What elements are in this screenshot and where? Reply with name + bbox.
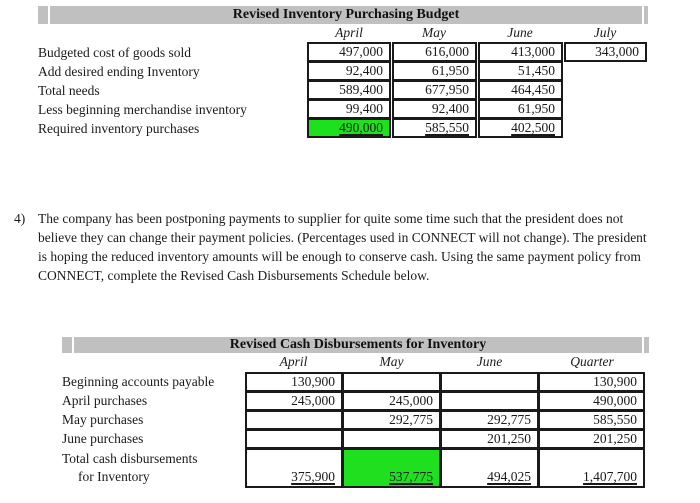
question-text: The company has been postponing payments to supplier for quite some time such that the president does not believe they can change their payment policies. (Percentages used in CONNECT will not change). The president is hoping the reduced inventory amounts will be enough to conserve cash. Using the same payment policy from CONNECT, complete the Revised Cash Disbursements Schedule below. [38, 211, 647, 283]
cell-april-purchases-quarter[interactable]: 490,000 [538, 391, 645, 411]
value-required-purchases-may: 585,550 [425, 120, 469, 135]
row-label-beginning-ap: Beginning accounts payable [62, 374, 215, 389]
cash-disbursements-header-bar [74, 337, 642, 353]
column-header-quarter: Quarter [570, 354, 614, 369]
cell-beginning-inventory-april[interactable]: 99,400 [307, 99, 391, 119]
cell-cogs-may[interactable]: 616,000 [392, 42, 477, 62]
value-required-purchases-april: 490,000 [339, 120, 383, 135]
cell-beginning-ap-april[interactable]: 130,900 [245, 372, 343, 392]
cell-ending-inventory-may[interactable]: 61,950 [392, 61, 477, 81]
cell-ending-inventory-april[interactable]: 92,400 [307, 61, 391, 81]
cell-june-purchases-april[interactable] [245, 429, 343, 449]
row-label-desired-ending-inventory: Add desired ending Inventory [38, 64, 200, 79]
cell-total-needs-june[interactable]: 464,450 [478, 80, 563, 100]
row-label-total-needs: Total needs [38, 83, 100, 98]
row-label-april-purchases: April purchases [62, 393, 148, 408]
cell-cogs-april[interactable]: 497,000 [307, 42, 391, 62]
inventory-budget-header-bar [50, 6, 642, 24]
cell-may-purchases-june[interactable]: 292,775 [440, 410, 539, 430]
cell-cogs-june[interactable]: 413,000 [478, 42, 563, 62]
column-header-june-2: June [476, 354, 503, 369]
row-label-total-disbursements-line2: for Inventory [78, 469, 150, 484]
inventory-budget-title: Revised Inventory Purchasing Budget [232, 7, 460, 22]
cell-beginning-ap-quarter[interactable]: 130,900 [538, 372, 645, 392]
cell-required-purchases-april[interactable] [307, 118, 391, 138]
cell-may-purchases-april[interactable] [245, 410, 343, 430]
row-label-budgeted-cogs: Budgeted cost of goods sold [38, 45, 191, 60]
cell-total-april[interactable] [245, 448, 343, 488]
cell-beginning-ap-may[interactable] [342, 372, 441, 392]
cell-june-purchases-quarter[interactable]: 201,250 [538, 429, 645, 449]
cell-may-purchases-may[interactable]: 292,775 [342, 410, 441, 430]
cell-total-needs-april[interactable]: 589,400 [307, 80, 391, 100]
column-header-may-2: May [379, 354, 404, 369]
value-total-may: 537,775 [389, 469, 433, 484]
cell-beginning-inventory-may[interactable]: 92,400 [392, 99, 477, 119]
header-bar-left-segment [38, 6, 48, 24]
cell-required-purchases-june[interactable] [478, 118, 563, 138]
column-header-april-2: April [279, 354, 308, 369]
cell-required-purchases-may[interactable] [392, 118, 477, 138]
cell-june-purchases-may[interactable] [342, 429, 441, 449]
cell-beginning-ap-june[interactable] [440, 372, 539, 392]
cell-april-purchases-june[interactable] [440, 391, 539, 411]
cell-may-purchases-quarter[interactable]: 585,550 [538, 410, 645, 430]
value-total-june: 494,025 [487, 469, 531, 484]
cash-disbursements-title: Revised Cash Disbursements for Inventory [229, 337, 487, 352]
row-label-june-purchases: June purchases [62, 431, 144, 446]
value-total-quarter: 1,407,700 [583, 469, 637, 484]
header-bar-left-segment-2 [62, 337, 72, 353]
value-required-purchases-june: 402,500 [511, 120, 555, 135]
cell-total-june[interactable] [440, 448, 539, 488]
cell-ending-inventory-june[interactable]: 51,450 [478, 61, 563, 81]
cell-total-may[interactable] [342, 448, 441, 488]
column-header-june: June [507, 25, 533, 40]
row-label-beginning-inventory: Less beginning merchandise inventory [38, 102, 247, 117]
header-bar-right-segment [644, 6, 648, 24]
column-header-july: July [593, 25, 617, 40]
question-number: 4) [14, 211, 26, 226]
header-bar-right-segment-2 [644, 337, 649, 353]
cell-total-quarter[interactable] [538, 448, 645, 488]
column-header-april: April [335, 25, 363, 40]
cell-april-purchases-april[interactable]: 245,000 [245, 391, 343, 411]
cell-april-purchases-may[interactable]: 245,000 [342, 391, 441, 411]
row-label-required-purchases: Required inventory purchases [38, 121, 200, 136]
cell-cogs-july[interactable]: 343,000 [564, 42, 647, 62]
row-label-total-disbursements: Total cash disbursements [62, 451, 198, 466]
value-total-april: 375,900 [291, 469, 335, 484]
cell-total-needs-may[interactable]: 677,950 [392, 80, 477, 100]
column-header-may: May [422, 25, 446, 40]
row-label-may-purchases: May purchases [62, 412, 144, 427]
cell-beginning-inventory-june[interactable]: 61,950 [478, 99, 563, 119]
cell-june-purchases-june[interactable]: 201,250 [440, 429, 539, 449]
